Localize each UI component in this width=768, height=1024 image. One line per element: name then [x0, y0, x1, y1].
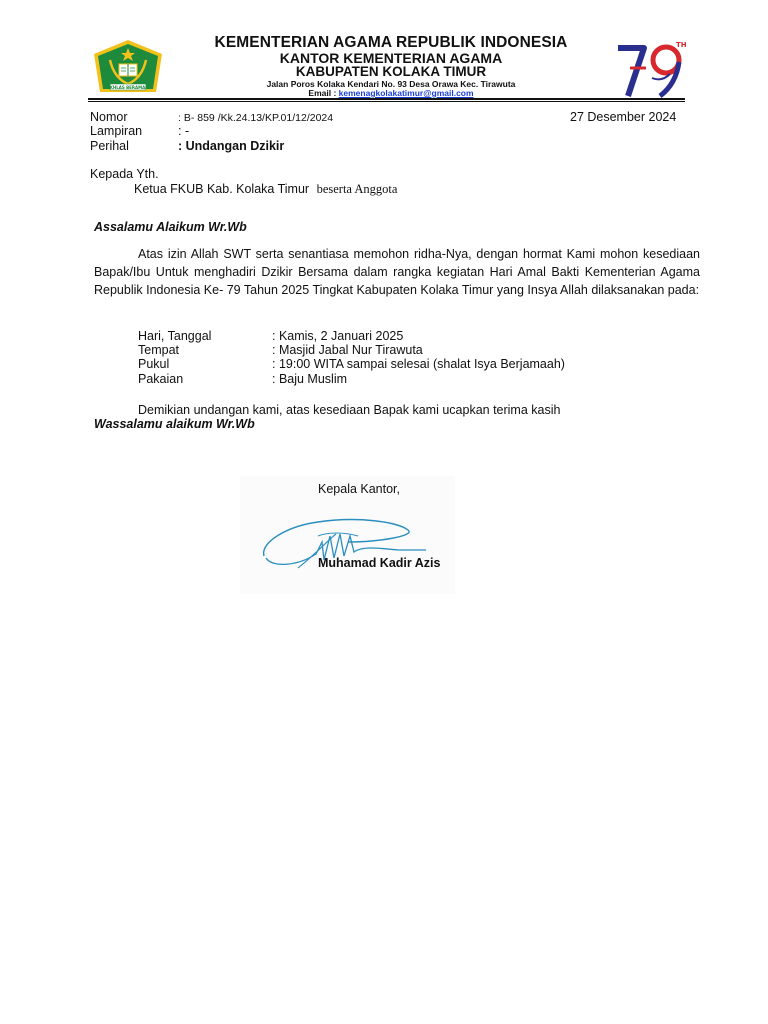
nomor-value: : B- 859 /Kk.24.13/KP.01/12/2024 — [178, 112, 334, 124]
office-address: Jalan Poros Kolaka Kendari No. 93 Desa Orawa Kec. Tirawuta — [266, 79, 516, 89]
recipient-to: Kepada Yth. — [90, 167, 159, 181]
letterhead-rule-thin — [88, 101, 685, 102]
hab-79-logo — [608, 38, 688, 100]
closing-sentence: Demikian undangan kami, atas kesediaan Bapak kami ucapkan terima kasih — [138, 403, 561, 417]
detail-label-date: Hari, Tanggal — [138, 329, 212, 343]
office-email-line — [176, 88, 606, 98]
recipient-name — [134, 182, 397, 197]
ministry-name: KEMENTERIAN AGAMA REPUBLIK INDONESIA — [214, 34, 568, 51]
perihal-label: Perihal — [90, 139, 129, 153]
lampiran-value: : - — [178, 124, 190, 138]
anniversary-suffix: TH — [676, 41, 687, 49]
regency-name: KABUPATEN KOLAKA TIMUR — [295, 64, 487, 79]
detail-value-attire: : Baju Muslim — [272, 372, 348, 386]
closing-greeting: Wassalamu alaikum Wr.Wb — [94, 417, 255, 431]
nomor-label: Nomor — [90, 110, 128, 124]
recipient-title: Ketua FKUB Kab. Kolaka Timur — [134, 182, 310, 196]
kemenag-logo — [88, 38, 168, 102]
detail-value-date: : Kamis, 2 Januari 2025 — [272, 329, 404, 343]
email-link[interactable]: kemenagkolakatimur@gmail.com — [338, 88, 474, 98]
recipient-suffix: beserta Anggota — [316, 182, 398, 196]
detail-value-place: : Masjid Jabal Nur Tirawuta — [272, 343, 423, 357]
detail-label-time: Pukul — [138, 357, 170, 371]
email-label: Email : — [308, 88, 339, 98]
signatory-name: Muhamad Kadir Azis — [318, 556, 441, 570]
invitation-paragraph: Atas izin Allah SWT serta senantiasa memohon ridha-Nya, dengan hormat Kami mohon kesediaan Bapak/Ibu Untuk menghadiri Dzikir Bersama dalam rangka kegiatan Hari Amal Bakti Kementerian Agama Republik Indonesia Ke- 79 Tahun 2025 Tingkat Kabupaten Kolaka Timur yang Insya Allah dilaksanakan pada: — [94, 247, 700, 297]
detail-label-attire: Pakaian — [138, 372, 184, 386]
letterhead-rule-thick — [88, 98, 685, 100]
signatory-title: Kepala Kantor, — [318, 482, 401, 496]
office-name: KANTOR KEMENTERIAN AGAMA — [279, 50, 503, 66]
opening-greeting: Assalamu Alaikum Wr.Wb — [94, 220, 247, 234]
logo-ribbon-text: IKHLAS BERAMAL — [108, 85, 148, 90]
perihal-value: : Undangan Dzikir — [178, 139, 285, 153]
detail-label-place: Tempat — [138, 343, 179, 357]
lampiran-label: Lampiran — [90, 124, 143, 138]
letter-date: 27 Desember 2024 — [570, 110, 677, 124]
detail-value-time: : 19:00 WITA sampai selesai (shalat Isya Berjamaah) — [272, 357, 565, 371]
